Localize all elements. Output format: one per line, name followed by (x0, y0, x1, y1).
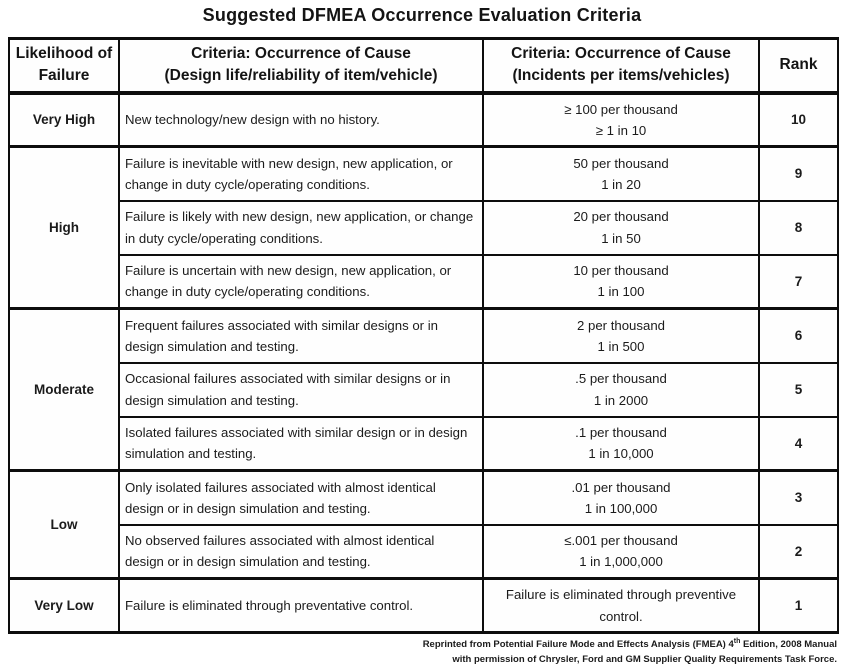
table-row-rank-5 (9, 363, 838, 417)
header-criteria-design-line1: Criteria: Occurrence of Cause (191, 44, 411, 62)
criteria-incidents-cell (483, 579, 759, 633)
criteria-incidents-cell (483, 255, 759, 309)
rank-value: 6 (759, 309, 838, 363)
table-row-rank-9 (9, 147, 838, 201)
criteria-design-cell: Failure is likely with new design, new application, or change in duty cycle/operating conditions. (119, 201, 483, 255)
incidents-ratio: 1 in 100,000 (584, 500, 658, 516)
dfmea-criteria-table (8, 37, 839, 634)
incidents-rate: 2 per thousand (577, 317, 665, 333)
table-row-rank-7 (9, 255, 838, 309)
ordinal-superscript: th (733, 638, 741, 645)
citation-footer (423, 637, 837, 668)
incidents-rate: 20 per thousand (573, 209, 669, 225)
incidents-rate: ≤.001 per thousand (564, 533, 678, 549)
header-criteria-incidents-line2: (Incidents per items/vehicles) (512, 67, 730, 85)
table-row-rank-8 (9, 201, 838, 255)
criteria-design-cell: Failure is eliminated through preventative control. (119, 579, 483, 633)
table-row-rank-6 (9, 309, 838, 363)
criteria-design-cell: Failure is inevitable with new design, new application, or change in duty cycle/operating conditions. (119, 147, 483, 201)
criteria-incidents-cell (483, 471, 759, 525)
table-header-row (9, 39, 838, 93)
header-criteria-incidents (483, 39, 759, 93)
header-criteria-incidents-line1: Criteria: Occurrence of Cause (511, 44, 731, 62)
incidents-ratio: 1 in 1,000,000 (579, 554, 663, 570)
page-title: Suggested DFMEA Occurrence Evaluation Criteria (202, 5, 642, 25)
criteria-design-cell: Only isolated failures associated with almost identical design or in design simulation and testing. (119, 471, 483, 525)
rank-value: 10 (759, 93, 838, 147)
header-rank: Rank (759, 39, 838, 93)
likelihood-very-high: Very High (9, 93, 119, 147)
criteria-incidents-cell (483, 309, 759, 363)
incidents-ratio: 1 in 500 (597, 338, 645, 354)
criteria-incidents-cell (483, 147, 759, 201)
incidents-ratio: 1 in 50 (601, 230, 641, 246)
likelihood-high: High (9, 147, 119, 309)
header-criteria-design-line2: (Design life/reliability of item/vehicle) (164, 67, 438, 85)
table-row-rank-1 (9, 579, 838, 633)
rank-value: 2 (759, 525, 838, 579)
incidents-ratio: 1 in 100 (597, 284, 645, 300)
criteria-incidents-cell (483, 201, 759, 255)
criteria-design-cell: Failure is uncertain with new design, new application, or change in duty cycle/operating conditions. (119, 255, 483, 309)
table-row-rank-4 (9, 417, 838, 471)
rank-value: 9 (759, 147, 838, 201)
header-criteria-design-life (119, 39, 483, 93)
criteria-design-cell: New technology/new design with no history. (119, 93, 483, 147)
incidents-ratio: 1 in 10,000 (588, 446, 654, 462)
table-row-rank-3 (9, 471, 838, 525)
likelihood-moderate: Moderate (9, 309, 119, 471)
incidents-rate: .01 per thousand (571, 479, 671, 495)
rank-value: 7 (759, 255, 838, 309)
criteria-incidents-cell (483, 93, 759, 147)
incidents-ratio: 1 in 2000 (593, 392, 649, 408)
incidents-ratio: 1 in 20 (601, 176, 641, 192)
criteria-design-cell: Occasional failures associated with similar designs or in design simulation and testing. (119, 363, 483, 417)
criteria-incidents-cell (483, 417, 759, 471)
rank-value: 8 (759, 201, 838, 255)
rank-value: 5 (759, 363, 838, 417)
incidents-rate: ≥ 100 per thousand (564, 101, 678, 117)
likelihood-very-low: Very Low (9, 579, 119, 633)
incidents-rate: .5 per thousand (575, 371, 667, 387)
rank-value: 4 (759, 417, 838, 471)
table-row-rank-2 (9, 525, 838, 579)
rank-value: 3 (759, 471, 838, 525)
incidents-rate: 50 per thousand (573, 155, 669, 171)
incidents-rate: .1 per thousand (575, 425, 667, 441)
criteria-incidents-cell (483, 525, 759, 579)
citation-line-1: Reprinted from Potential Failure Mode and Effects Analysis (FMEA) 4th Edition, 2008 Manual (422, 638, 837, 651)
criteria-design-cell: Frequent failures associated with similar designs or in design simulation and testing. (119, 309, 483, 363)
criteria-design-cell: No observed failures associated with almost identical design or in design simulation and testing. (119, 525, 483, 579)
header-likelihood-of-failure: Likelihood of Failure (9, 39, 119, 93)
citation-line-2: with permission of Chrysler, Ford and GM Supplier Quality Requirements Task Force. (452, 653, 837, 665)
incidents-ratio: ≥ 1 in 10 (595, 122, 647, 138)
incidents-text: Failure is eliminated through preventive control. (505, 587, 737, 624)
criteria-incidents-cell (483, 363, 759, 417)
criteria-design-cell: Isolated failures associated with similar design or in design simulation and testing. (119, 417, 483, 471)
table-row-rank-10 (9, 93, 838, 147)
rank-value: 1 (759, 579, 838, 633)
likelihood-low: Low (9, 471, 119, 579)
incidents-rate: 10 per thousand (573, 263, 669, 279)
